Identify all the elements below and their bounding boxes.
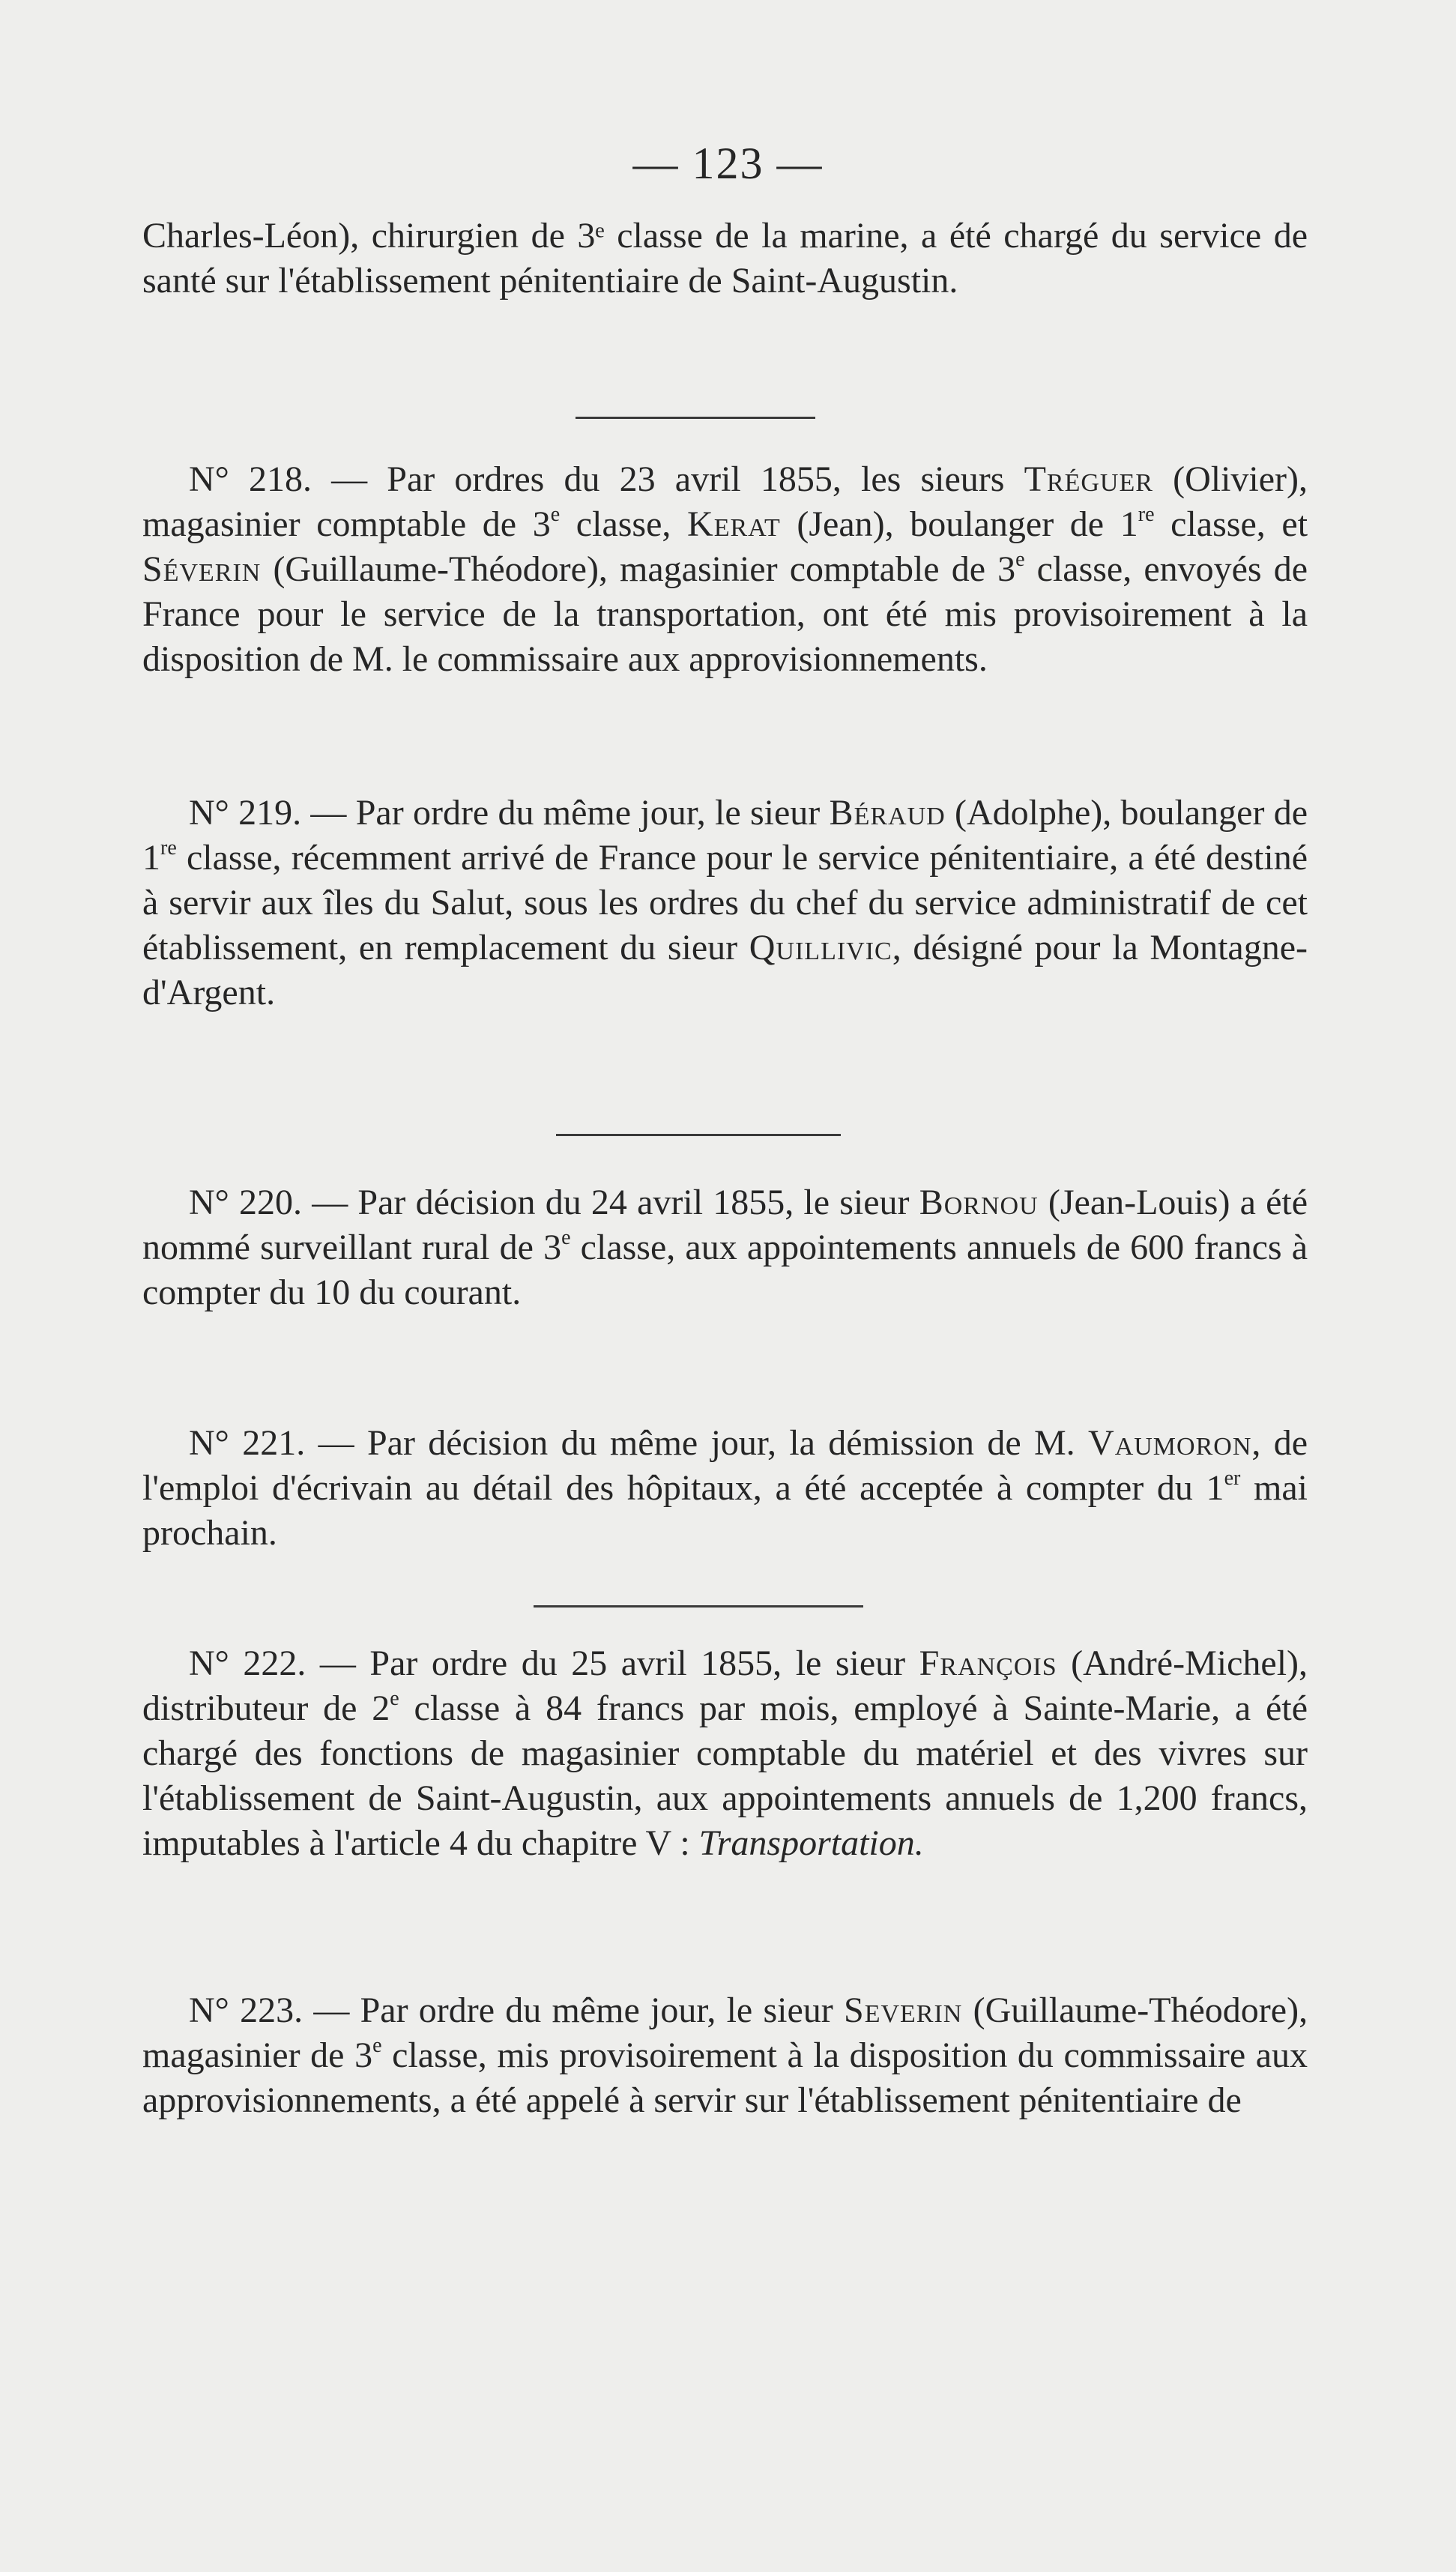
person-name: Béraud: [829, 793, 946, 833]
paragraph-text: [142, 1988, 1308, 2123]
text-segment: , désigné pour la Montagne-d'Argent.: [142, 928, 1308, 1012]
entry-number: N° 218.: [189, 459, 312, 499]
text-segment: Par ordre du même jour, le sieur: [355, 793, 821, 833]
entry-number: N° 220.: [189, 1183, 303, 1222]
text-segment: Par décision du même jour, la démission de M.: [366, 1423, 1075, 1463]
person-name: Bornou: [919, 1183, 1039, 1222]
page-number: — 123 —: [632, 139, 824, 188]
paragraph-text: [142, 1180, 1308, 1315]
dash: —: [312, 1183, 348, 1222]
text-segment: mai prochain.: [142, 1468, 1308, 1553]
paragraph-218: [142, 457, 1308, 682]
person-name: Kerat: [687, 504, 781, 544]
dash: —: [319, 1643, 356, 1683]
paragraph-continuation: [142, 214, 1308, 304]
paragraph-222: [142, 1641, 1308, 1866]
section-divider: [576, 417, 815, 419]
section-divider: [534, 1605, 863, 1608]
text-segment: (Jean), boulanger de 1: [797, 504, 1138, 544]
paragraph-221: [142, 1421, 1308, 1556]
person-name: Séverin: [142, 549, 262, 589]
superscript: re: [160, 836, 177, 860]
section-divider: [556, 1134, 841, 1136]
person-name: Vaumoron: [1088, 1423, 1252, 1463]
person-name: Quillivic: [749, 928, 892, 967]
person-name: Tréguer: [1024, 459, 1153, 499]
entry-number: N° 222.: [189, 1643, 306, 1683]
text-segment: (Olivier), magasinier comptable de 3: [142, 459, 1308, 544]
paragraph-text: [142, 1421, 1308, 1556]
superscript: e: [372, 2034, 382, 2057]
entry-number: N° 219.: [189, 793, 302, 833]
paragraph-223: [142, 1988, 1308, 2123]
text-segment: classe, et: [1170, 504, 1308, 544]
italic-text: Transportation.: [698, 1823, 924, 1863]
dash: —: [331, 459, 368, 499]
text-segment: classe, récemment arrivé de France pour le service pénitentiaire, a été destiné à servir aux îles du Salut, sous les ordres du chef du service administratif de cet établissement, en remplacement du sieur: [142, 838, 1308, 967]
text-segment: Par ordre du 25 avril 1855, le sieur: [369, 1643, 906, 1683]
paragraph-text: [142, 457, 1308, 682]
text-segment: classe, mis provisoirement à la disposition du commissaire aux approvisionnements, a été appelé à servir sur l'établissement pénitentiaire de: [142, 2035, 1308, 2120]
superscript: e: [550, 503, 561, 526]
entry-number: N° 223.: [189, 1990, 303, 2030]
text-segment: (Jean-Louis) a été nommé surveillant rural de 3: [142, 1183, 1308, 1267]
entry-number: N° 221.: [189, 1423, 306, 1463]
text-segment: classe à 84 francs par mois, employé à Sainte-Marie, a été chargé des fonctions de magasinier comptable du matériel et des vivres sur l'établissement de Saint-Augustin, aux appointements annuels de 1,200 francs, imputables à l'article 4 du chapitre V :: [142, 1688, 1308, 1863]
text-segment: classe, aux appointements annuels de 600 francs à compter du 10 du courant.: [142, 1228, 1308, 1312]
paragraph-220: [142, 1180, 1308, 1315]
superscript: er: [1224, 1467, 1241, 1490]
text-segment: Par décision du 24 avril 1855, le sieur: [357, 1183, 910, 1222]
dash: —: [310, 793, 347, 833]
paragraph-219: [142, 791, 1308, 1015]
superscript: e: [561, 1226, 571, 1249]
person-name: François: [919, 1643, 1057, 1683]
text-segment: classe, envoyés de France pour le service de la transportation, ont été mis provisoirement à la disposition de M. le commissaire aux approvisionnements.: [142, 549, 1308, 679]
paragraph-text: Charles-Léon), chirurgien de 3ᵉ classe de la marine, a été chargé du service de santé sur l'établissement pénitentiaire de Saint-Augustin.: [142, 216, 1308, 301]
paragraph-text: [142, 1641, 1308, 1866]
text-segment: Par ordre du même jour, le sieur: [360, 1990, 833, 2030]
text-segment: classe,: [576, 504, 671, 544]
text-segment: (André-Michel), distributeur de 2: [142, 1643, 1308, 1728]
superscript: re: [1138, 503, 1155, 526]
superscript: e: [390, 1687, 399, 1710]
superscript: e: [1015, 548, 1025, 571]
text-segment: (Adolphe), boulanger de 1: [142, 793, 1308, 878]
text-segment: (Guillaume-Théodore), magasinier de 3: [142, 1990, 1308, 2075]
person-name: Severin: [844, 1990, 963, 2030]
text-segment: , de l'emploi d'écrivain au détail des hôpitaux, a été acceptée à compter du 1: [142, 1423, 1308, 1508]
text-segment: Par ordres du 23 avril 1855, les sieurs: [387, 459, 1005, 499]
dash: —: [318, 1423, 354, 1463]
paragraph-text: [142, 791, 1308, 1015]
text-segment: (Guillaume-Théodore), magasinier comptable de 3: [273, 549, 1016, 589]
dash: —: [313, 1990, 350, 2030]
